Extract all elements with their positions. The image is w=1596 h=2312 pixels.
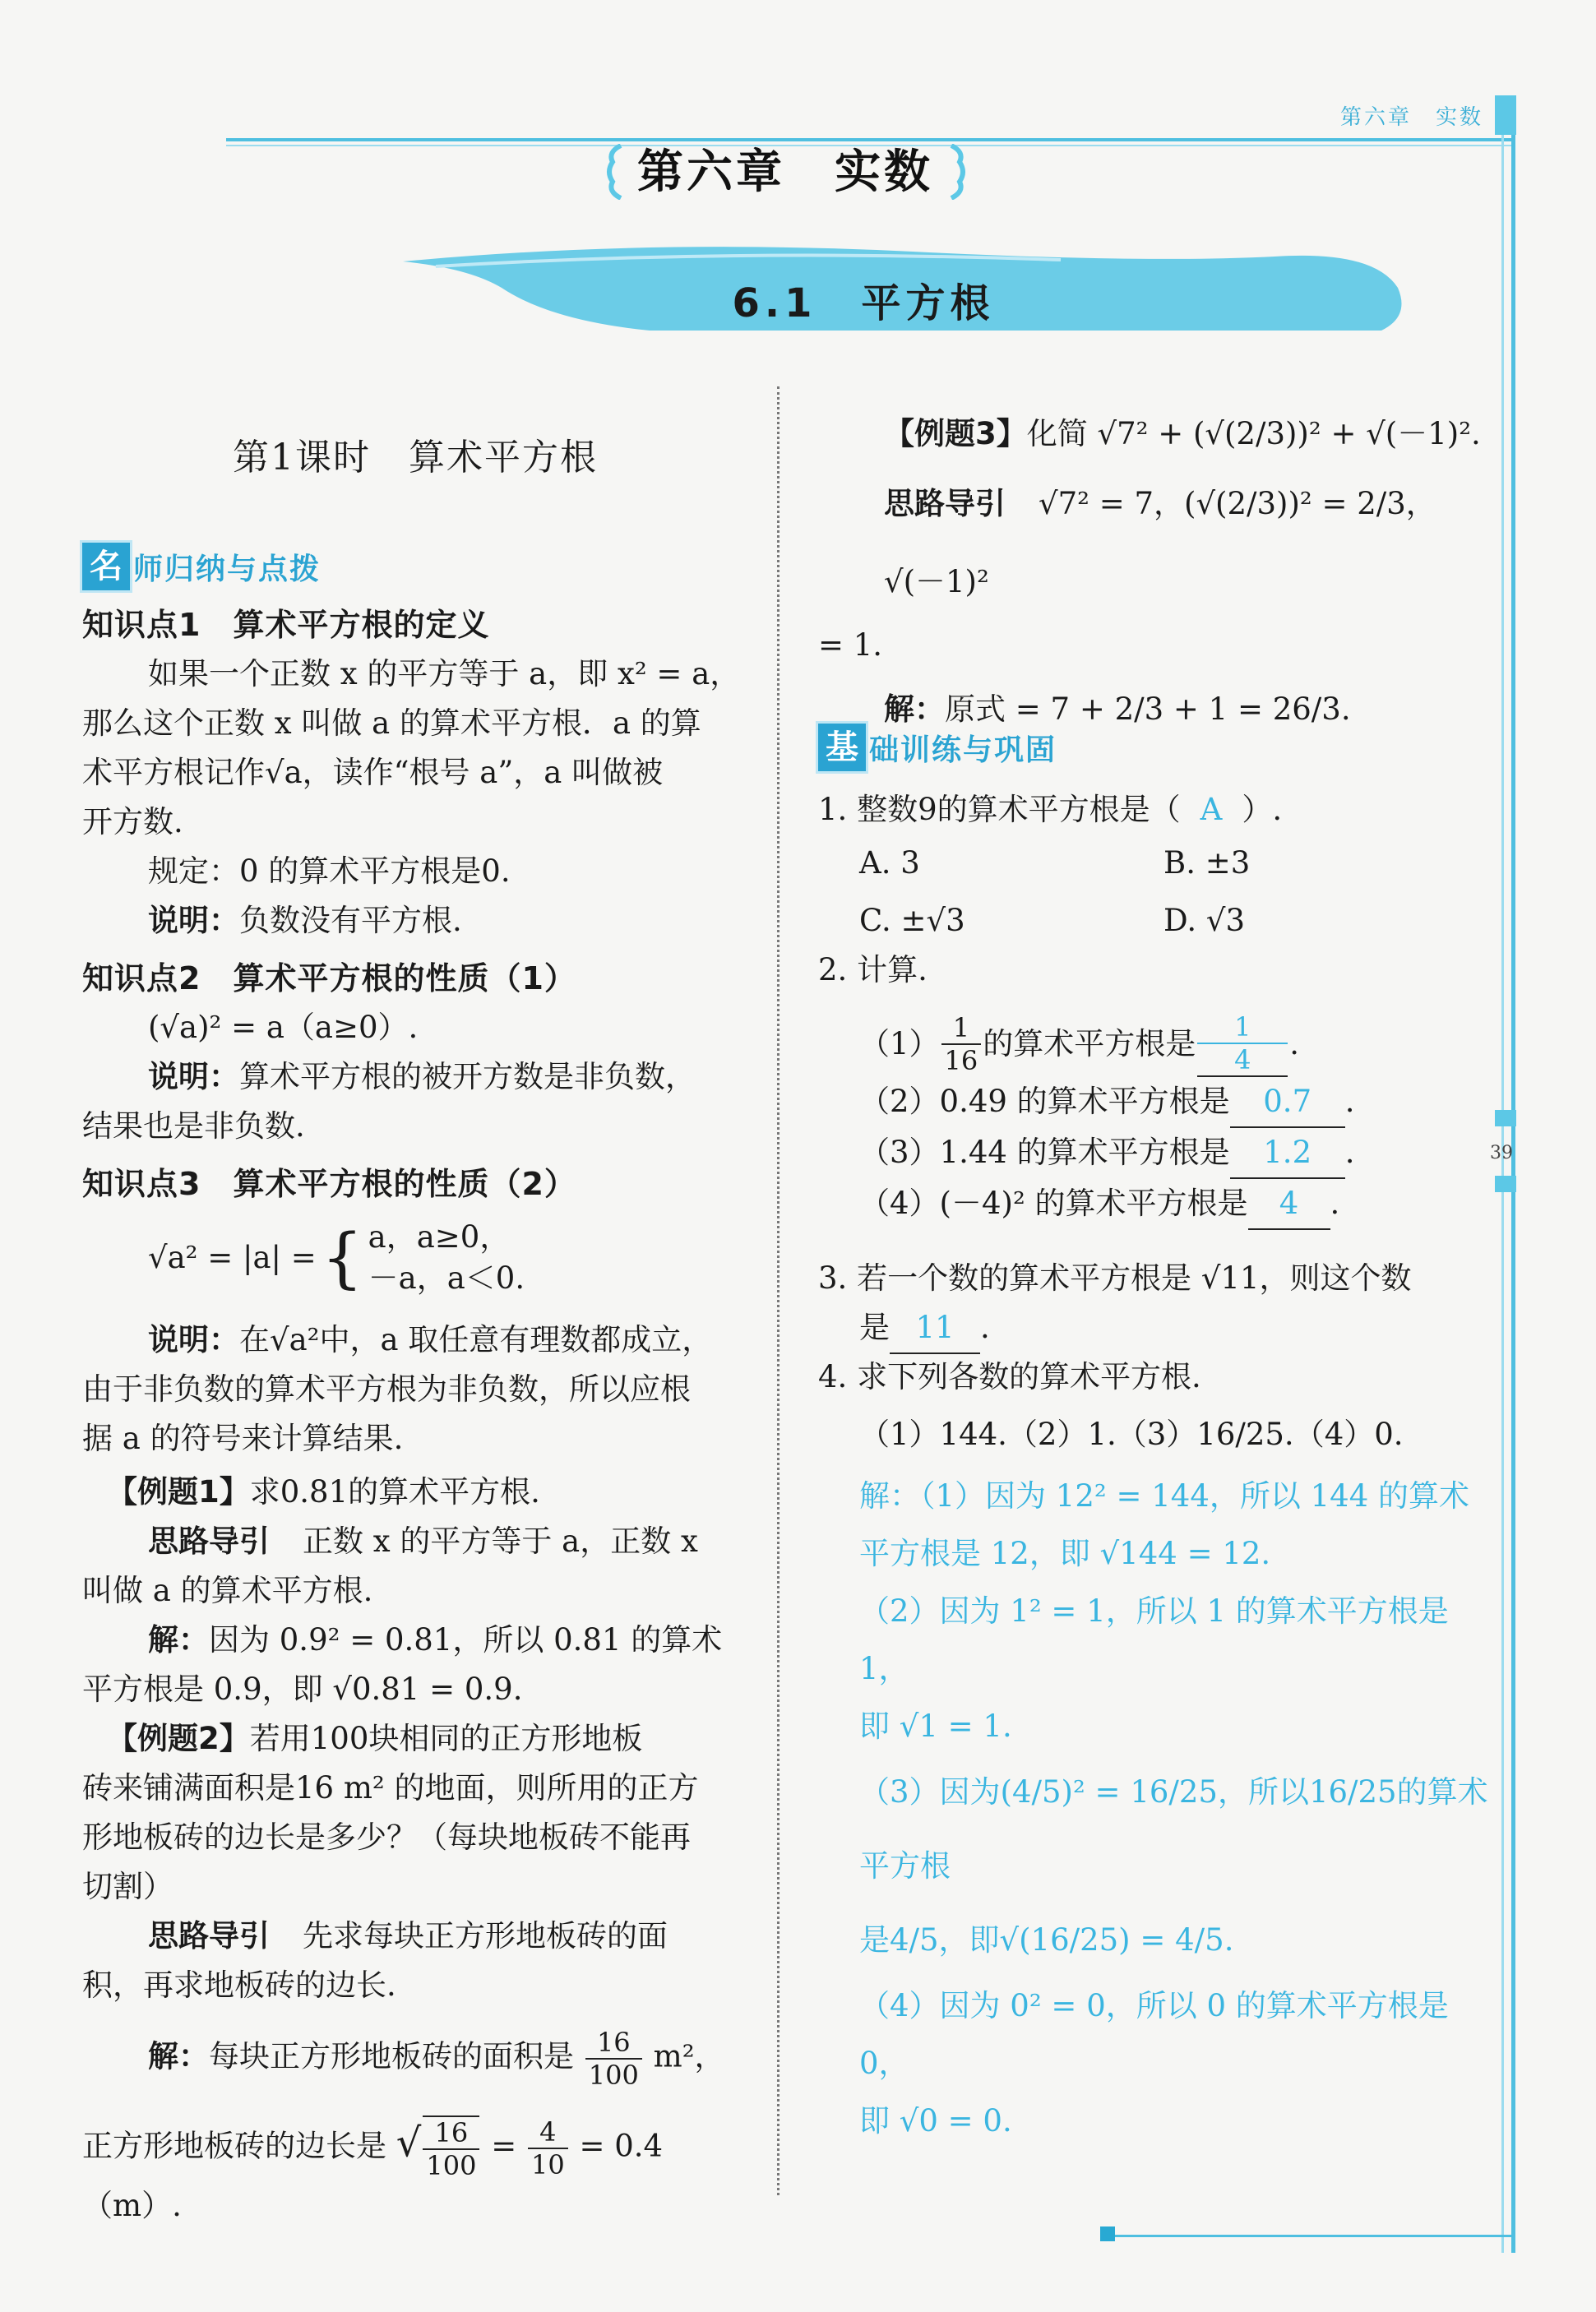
q4-solution-1a: 解：（1）因为 12² = 144，所以 144 的算术	[859, 1478, 1470, 1514]
q3-stem-line1: 3. 若一个数的算术平方根是 √11，则这个数	[818, 1260, 1412, 1296]
teacher-badge: 名	[82, 543, 130, 590]
ex1-label: 【例题1】	[107, 1474, 250, 1510]
example-1	[82, 1468, 748, 1714]
kp3-note-line2: 由于非负数的算术平方根为非负数，所以应根	[82, 1371, 691, 1407]
q1-stem: 1. 整数9的算术平方根是（	[818, 792, 1181, 827]
q4-items: （1）144.（2）1.（3）16/25.（4）0.	[859, 1417, 1404, 1452]
q3-answer: 11	[890, 1303, 980, 1354]
kp1-note: 负数没有平方根.	[239, 903, 462, 938]
q1-option-a: A. 3	[859, 845, 920, 881]
ex2-area-unit: m²，	[653, 2038, 725, 2074]
knowledge-point-3	[82, 1159, 748, 1463]
q4-stem: 4. 求下列各数的算术平方根.	[818, 1359, 1201, 1394]
basic-box-label: 础训练与巩固	[869, 733, 1057, 767]
ex3-guide-label: 思路导引	[884, 486, 1006, 521]
kp2-formula: (√a)² = a（a≥0）.	[148, 1010, 419, 1045]
page-tab-marker-bottom	[1495, 1176, 1516, 1192]
q4-solution-1b: 平方根是 12，即 √144 = 12.	[859, 1536, 1271, 1571]
kp1-note-label: 说明：	[148, 903, 239, 938]
kp1-title: 知识点1 算术平方根的定义	[82, 607, 490, 643]
teacher-summary-box-header	[82, 543, 748, 590]
q4-solution-3a: （3）因为(4/5)² = 16/25，所以16/25的算术平方根	[859, 1774, 1488, 1884]
q2-d-answer: 4	[1248, 1179, 1330, 1230]
q4-solution-2a: （2）因为 1² = 1，所以 1 的算术平方根是 1，	[859, 1593, 1449, 1686]
q2-b-text: （2）0.49 的算术平方根是	[859, 1084, 1230, 1119]
ex2-solution-line1: 每块正方形地板砖的面积是	[209, 2038, 574, 2074]
example-2: 【例题2】若用100块相同的正方形地板 砖来铺满面积是16 m² 的地面，则所用的正方 形地板砖的边长是多少？（每块地板砖不能再 切割） 思路导引 先求每块正方形地板砖的面 积，再求地板砖的边长. 解：每块正方形地板砖的面积是 $\frac{16}{100}$ m²， 正方形地板砖的边长是 √ $\frac{16}{100}$ = $\frac{4}{10}$ = 0.4（m）.	[82, 1714, 748, 2231]
section-title: 6.1 平方根	[732, 280, 995, 326]
title-bracket-right-icon	[950, 144, 968, 200]
q2-b-answer: 0.7	[1230, 1077, 1345, 1128]
ex1-guide-line1: 正数 x 的平方等于 a，正数 x	[303, 1524, 698, 1559]
ex2-question-line2: 砖来铺满面积是16 m² 的地面，则所用的正方	[82, 1770, 699, 1806]
ex3-solution-label: 解：	[884, 691, 945, 727]
knowledge-point-1	[82, 600, 748, 946]
q4-solution-4a: （4）因为 0² = 0，所以 0 的算术平方根是 0，	[859, 1988, 1449, 2081]
kp1-line3: 术平方根记作√a，读作“根号 a”，a 叫做被	[82, 755, 664, 790]
kp1-line2: 那么这个正数 x 叫做 a 的算术平方根．a 的算	[82, 705, 701, 741]
kp3-note-line1: 在√a²中，a 取任意有理数都成立，	[239, 1322, 713, 1357]
frame-line-bottom	[1102, 2235, 1513, 2237]
ex3-solution: 原式 = 7 + 2/3 + 1 = 26/3.	[945, 691, 1351, 727]
ex2-label: 【例题2】	[107, 1721, 250, 1756]
kp1-rule: 0 的算术平方根是0.	[239, 853, 511, 889]
ex2-question-line1: 若用100块相同的正方形地板	[249, 1721, 643, 1756]
ex3-guide: √7² = 7，(√(2/3))² = 2/3，√(－1)²	[884, 486, 1436, 599]
teacher-box-label: 师归纳与点拨	[133, 552, 322, 586]
q4-solution-3b: 是4/5，即√(16/25) = 4/5.	[859, 1922, 1234, 1958]
q1-option-c: C. ±√3	[859, 903, 965, 938]
q3-stem-line2: 是	[859, 1310, 890, 1345]
ex1-guide-line2: 叫做 a 的算术平方根.	[82, 1573, 373, 1608]
page-number: 39	[1490, 1143, 1513, 1163]
ex1-guide-label: 思路导引	[148, 1524, 270, 1559]
frame-corner-marker	[1100, 2226, 1115, 2241]
ex2-question-line3: 形地板砖的边长是多少？（每块地板砖不能再	[82, 1820, 691, 1855]
basic-training-box-header	[818, 724, 1492, 771]
ex3-guide-cont: = 1.	[818, 627, 883, 663]
kp3-title: 知识点3 算术平方根的性质（2）	[82, 1166, 576, 1202]
ex1-solution-label: 解：	[148, 1622, 209, 1658]
ex3-label: 【例题3】	[884, 416, 1027, 451]
kp1-line1: 如果一个正数 x 的平方等于 a，即 x² = a，	[148, 656, 741, 691]
knowledge-point-2	[82, 954, 748, 1151]
sqrt-icon: √	[396, 2120, 422, 2166]
lesson-title: 第1课时 算术平方根	[233, 437, 598, 479]
kp3-case1: a，a≥0，	[368, 1219, 511, 1255]
q2-c-answer: 1.2	[1230, 1128, 1345, 1179]
kp2-note-line2: 结果也是非负数.	[82, 1108, 305, 1144]
q4-solution-4b: 即 √0 = 0.	[859, 2103, 1012, 2139]
q2-a-text: 的算术平方根是	[983, 1026, 1196, 1061]
kp1-rule-label: 规定：	[148, 853, 239, 889]
question-4	[818, 1353, 1492, 2150]
ex1-solution-line2: 平方根是 0.9，即 √0.81 = 0.9.	[82, 1672, 523, 1707]
ex2-area-fraction: $\frac{16}{100}$	[585, 2027, 642, 2091]
example-3	[818, 403, 1492, 748]
chapter-tab-marker	[1495, 95, 1516, 135]
kp3-note-label: 说明：	[148, 1322, 239, 1357]
ex2-guide-line2: 积，再求地板砖的边长.	[82, 1968, 396, 2003]
kp3-note-line3: 据 a 的符号来计算结果.	[82, 1421, 404, 1456]
question-1: 1. 整数9的算术平方根是（ A ）. A. 3 B. ±3 C. ±√3 D. √3	[818, 785, 1492, 950]
column-divider	[777, 386, 779, 2195]
kp1-line4: 开方数.	[82, 804, 183, 839]
question-3: 3. 若一个数的算术平方根是 √11，则这个数 是 11 .	[818, 1254, 1492, 1354]
q1-option-d: D. √3	[1163, 903, 1245, 938]
kp3-formula-left: √a² = |a| =	[148, 1240, 317, 1275]
kp2-note-line1: 算术平方根的被开方数是非负数，	[239, 1059, 696, 1094]
basic-badge: 基	[818, 724, 866, 771]
q1-answer: A	[1200, 792, 1223, 827]
ex2-side-result-fraction: $\frac{4}{10}$	[528, 2116, 568, 2180]
kp3-brace: {	[321, 1219, 363, 1296]
ex1-question: 求0.81的算术平方根.	[249, 1474, 540, 1510]
ex2-solution-line2: 正方形地板砖的边长是	[82, 2128, 386, 2164]
q2-stem: 2. 计算.	[818, 952, 928, 987]
q1-option-b: B. ±3	[1163, 845, 1251, 881]
ex2-question-line4: 切割）	[82, 1869, 173, 1904]
ex2-solution-label: 解：	[148, 2038, 209, 2074]
kp2-title: 知识点2 算术平方根的性质（1）	[82, 960, 576, 996]
kp3-case2: －a，a＜0.	[368, 1260, 525, 1296]
title-bracket-left-icon	[604, 144, 622, 200]
q2-c-text: （3）1.44 的算术平方根是	[859, 1135, 1230, 1170]
ex3-question: 化简 √7² + (√(2/3))² + √(－1)².	[1026, 416, 1481, 451]
kp2-note-label: 说明：	[148, 1059, 239, 1094]
page-tab-marker-top	[1495, 1110, 1516, 1126]
ex2-guide-line1: 先求每块正方形地板砖的面	[303, 1918, 668, 1954]
q2-a-fraction: $\frac{1}{16}$	[941, 1012, 982, 1076]
q2-d-text: （4）(－4)² 的算术平方根是	[859, 1186, 1248, 1221]
ex2-side-fraction: $\frac{16}{100}$	[423, 2115, 479, 2181]
q2-a-answer: $\frac{1}{4}$	[1197, 1011, 1288, 1077]
ex1-solution-line1: 因为 0.9² = 0.81，所以 0.81 的算术	[209, 1622, 723, 1658]
question-2: 2. 计算. （1） $\frac{1}{16}$ 的算术平方根是 $\frac{1}{4}$ . （2）0.49 的算术平方根是 0.7 . （3）1.44 的算术平方根是 1.2 . （4）(－4)² 的算术平方根是 4 .	[818, 946, 1492, 1230]
running-header: 第六章 实数	[1340, 105, 1484, 130]
q4-solution-2b: 即 √1 = 1.	[859, 1709, 1012, 1744]
chapter-title: 第六章 实数	[637, 146, 933, 199]
ex2-guide-label: 思路导引	[148, 1918, 270, 1954]
ex2-side-result: = 0.4（m）.	[82, 2128, 664, 2223]
